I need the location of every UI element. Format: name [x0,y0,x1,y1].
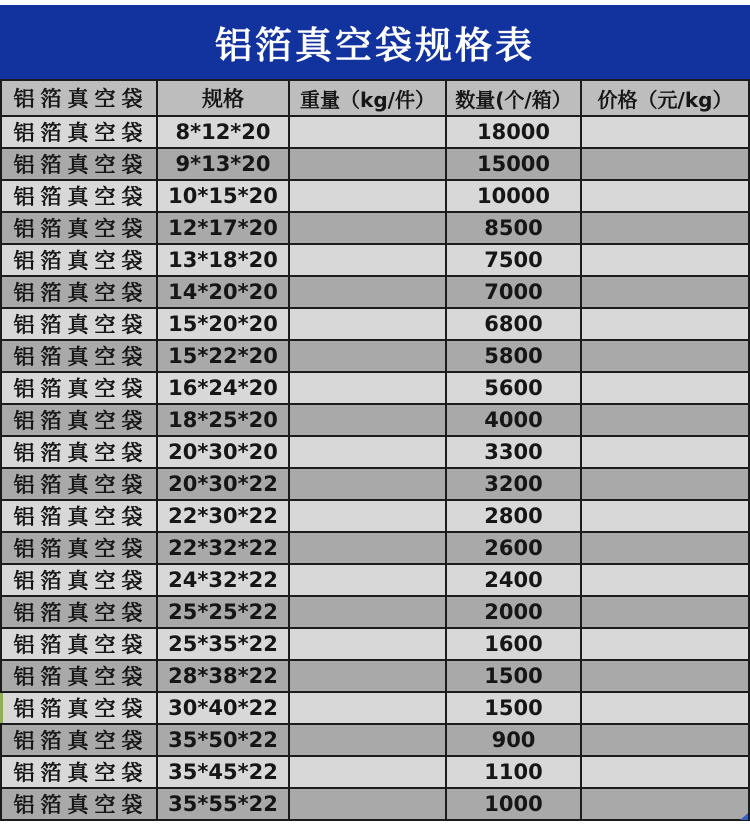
table-row-selected [0,693,750,725]
cell-product: 铝箔真空袋 [0,629,158,659]
table-row [0,373,750,405]
spec-table [0,79,750,821]
table-row [0,661,750,693]
cell-spec: 20*30*20 [158,437,290,467]
table-body [0,117,750,821]
cell-price [582,533,750,563]
table-row [0,309,750,341]
table-row [0,117,750,149]
cell-spec: 24*32*22 [158,565,290,595]
table-row [0,533,750,565]
cell-spec: 8*12*20 [158,117,290,147]
cell-spec: 20*30*22 [158,469,290,499]
cell-price [582,565,750,595]
cell-price [582,693,750,723]
table-row [0,245,750,277]
cell-spec: 13*18*20 [158,245,290,275]
cell-qty: 1100 [447,757,582,787]
cell-weight [290,693,447,723]
cell-product: 铝箔真空袋 [0,469,158,499]
cell-spec: 35*50*22 [158,725,290,755]
cell-spec: 28*38*22 [158,661,290,691]
cell-product: 铝箔真空袋 [0,693,158,723]
table-row [0,181,750,213]
cell-price [582,725,750,755]
cell-qty: 7500 [447,245,582,275]
table-row [0,597,750,629]
cell-spec: 35*45*22 [158,757,290,787]
cell-price [582,245,750,275]
cell-qty: 2400 [447,565,582,595]
cell-weight [290,309,447,339]
column-header-spec: 规格 [158,81,290,115]
table-row [0,469,750,501]
cell-spec: 18*25*20 [158,405,290,435]
cell-weight [290,597,447,627]
cell-product: 铝箔真空袋 [0,533,158,563]
column-header-product: 铝箔真空袋 [0,81,158,115]
cell-price [582,501,750,531]
cell-weight [290,661,447,691]
cell-price [582,213,750,243]
cell-qty: 8500 [447,213,582,243]
cell-price [582,341,750,371]
cell-product: 铝箔真空袋 [0,437,158,467]
cell-price [582,469,750,499]
cell-qty: 3200 [447,469,582,499]
cell-qty: 15000 [447,149,582,179]
cell-qty: 1000 [447,789,582,819]
cell-price [582,757,750,787]
cell-qty: 5600 [447,373,582,403]
cell-product: 铝箔真空袋 [0,661,158,691]
cell-qty: 18000 [447,117,582,147]
cell-price [582,149,750,179]
cell-qty: 7000 [447,277,582,307]
cell-spec: 22*32*22 [158,533,290,563]
table-row [0,213,750,245]
table-header-row [0,81,750,117]
cell-weight [290,341,447,371]
cell-product: 铝箔真空袋 [0,405,158,435]
cell-price [582,309,750,339]
cell-weight [290,565,447,595]
cell-product: 铝箔真空袋 [0,277,158,307]
cell-price [582,437,750,467]
cell-weight [290,469,447,499]
table-row [0,341,750,373]
table-row [0,501,750,533]
table-row [0,789,750,821]
table-row [0,405,750,437]
cell-product: 铝箔真空袋 [0,565,158,595]
cell-price [582,277,750,307]
table-row [0,725,750,757]
cell-spec: 25*25*22 [158,597,290,627]
cell-qty: 2000 [447,597,582,627]
cell-price [582,373,750,403]
cell-qty: 2800 [447,501,582,531]
cell-product: 铝箔真空袋 [0,149,158,179]
cell-product: 铝箔真空袋 [0,117,158,147]
cell-weight [290,757,447,787]
table-row [0,757,750,789]
cell-weight [290,725,447,755]
cell-spec: 15*22*20 [158,341,290,371]
cell-product: 铝箔真空袋 [0,309,158,339]
cell-spec: 30*40*22 [158,693,290,723]
column-header-quantity: 数量(个/箱） [447,81,582,115]
cell-weight [290,437,447,467]
cell-product: 铝箔真空袋 [0,181,158,211]
cell-price [582,597,750,627]
cell-weight [290,405,447,435]
cell-product: 铝箔真空袋 [0,725,158,755]
cell-spec: 22*30*22 [158,501,290,531]
table-row [0,437,750,469]
cell-spec: 25*35*22 [158,629,290,659]
cell-product: 铝箔真空袋 [0,597,158,627]
cell-qty: 6800 [447,309,582,339]
cell-qty: 5800 [447,341,582,371]
cell-spec: 14*20*20 [158,277,290,307]
cell-product: 铝箔真空袋 [0,501,158,531]
cell-qty: 1500 [447,661,582,691]
column-header-weight: 重量（kg/件） [290,81,447,115]
cell-price [582,117,750,147]
cell-price [582,629,750,659]
cell-price [582,789,750,819]
cell-weight [290,789,447,819]
cell-qty: 10000 [447,181,582,211]
table-row [0,629,750,661]
cell-qty: 1600 [447,629,582,659]
cell-price [582,405,750,435]
cell-qty: 900 [447,725,582,755]
cell-weight [290,629,447,659]
cell-product: 铝箔真空袋 [0,373,158,403]
cell-weight [290,277,447,307]
cell-spec: 10*15*20 [158,181,290,211]
cell-product: 铝箔真空袋 [0,789,158,819]
table-row [0,565,750,597]
cell-spec: 35*55*22 [158,789,290,819]
cell-product: 铝箔真空袋 [0,757,158,787]
cell-qty: 1500 [447,693,582,723]
cell-qty: 2600 [447,533,582,563]
cell-weight [290,533,447,563]
cell-weight [290,213,447,243]
cell-product: 铝箔真空袋 [0,213,158,243]
cell-price [582,181,750,211]
page-title: 铝箔真空袋规格表 [215,24,535,67]
table-row [0,149,750,181]
column-header-price: 价格（元/kg） [582,81,750,115]
cell-weight [290,117,447,147]
title-banner [0,5,750,79]
cell-weight [290,149,447,179]
cell-weight [290,245,447,275]
cell-qty: 3300 [447,437,582,467]
cell-weight [290,501,447,531]
cell-weight [290,373,447,403]
cell-qty: 4000 [447,405,582,435]
cell-spec: 12*17*20 [158,213,290,243]
cell-product: 铝箔真空袋 [0,341,158,371]
cell-product: 铝箔真空袋 [0,245,158,275]
table-row [0,277,750,309]
cell-spec: 9*13*20 [158,149,290,179]
cell-spec: 16*24*20 [158,373,290,403]
cell-spec: 15*20*20 [158,309,290,339]
cell-weight [290,181,447,211]
cell-price [582,661,750,691]
